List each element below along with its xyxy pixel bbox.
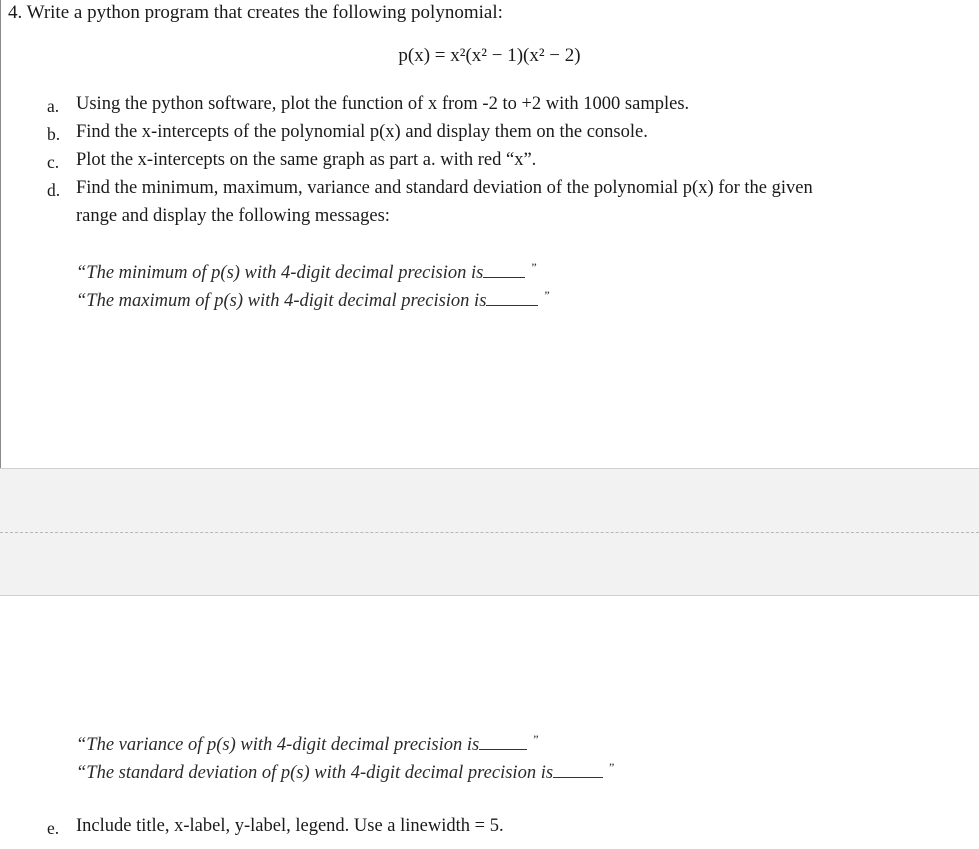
answer-blank (486, 291, 538, 306)
item-a-letter: a. (47, 96, 60, 116)
item-d-text-line2: range and display the following messages: (76, 206, 390, 226)
closing-quote: ” (544, 288, 550, 302)
message-variance-text: “The variance of p(s) with 4-digit decimal precision is (76, 735, 480, 755)
left-border (0, 0, 1, 470)
polynomial-formula: p(x) = x²(x² − 1)(x² − 2) (398, 45, 581, 66)
item-a-text: Using the python software, plot the function of x from -2 to +2 with 1000 samples. (76, 94, 690, 114)
closing-quote: ” (533, 732, 539, 746)
item-d-text-line1: Find the minimum, maximum, variance and standard deviation of the polynomial p(x) for the given (76, 178, 813, 198)
message-std (76, 760, 614, 784)
closing-quote: ” (531, 260, 537, 274)
answer-blank (483, 263, 525, 278)
item-b-text: Find the x-intercepts of the polynomial p(x) and display them on the console. (76, 122, 648, 142)
item-e-letter: e. (47, 818, 60, 838)
item-e-text: Include title, x-label, y-label, legend. Use a linewidth = 5. (76, 816, 504, 836)
closing-quote: ” (609, 760, 615, 774)
page-break-band (0, 468, 979, 596)
item-d-letter: d. (47, 180, 61, 200)
item-c-text: Plot the x-intercepts on the same graph as part a. with red “x”. (76, 150, 537, 170)
page-break-dashed-line (0, 532, 979, 533)
answer-blank (479, 735, 527, 750)
question-heading: 4. Write a python program that creates the following polynomial: (8, 2, 503, 23)
item-c-letter: c. (47, 152, 60, 172)
answer-blank (553, 763, 603, 778)
item-b-letter: b. (47, 124, 61, 144)
message-minimum-text: “The minimum of p(s) with 4-digit decimal precision is (76, 263, 484, 283)
message-maximum (76, 288, 550, 312)
message-minimum (76, 260, 537, 284)
message-maximum-text: “The maximum of p(s) with 4-digit decimal precision is (76, 291, 487, 311)
message-variance (76, 732, 539, 756)
message-std-text: “The standard deviation of p(s) with 4-digit decimal precision is (76, 763, 554, 783)
